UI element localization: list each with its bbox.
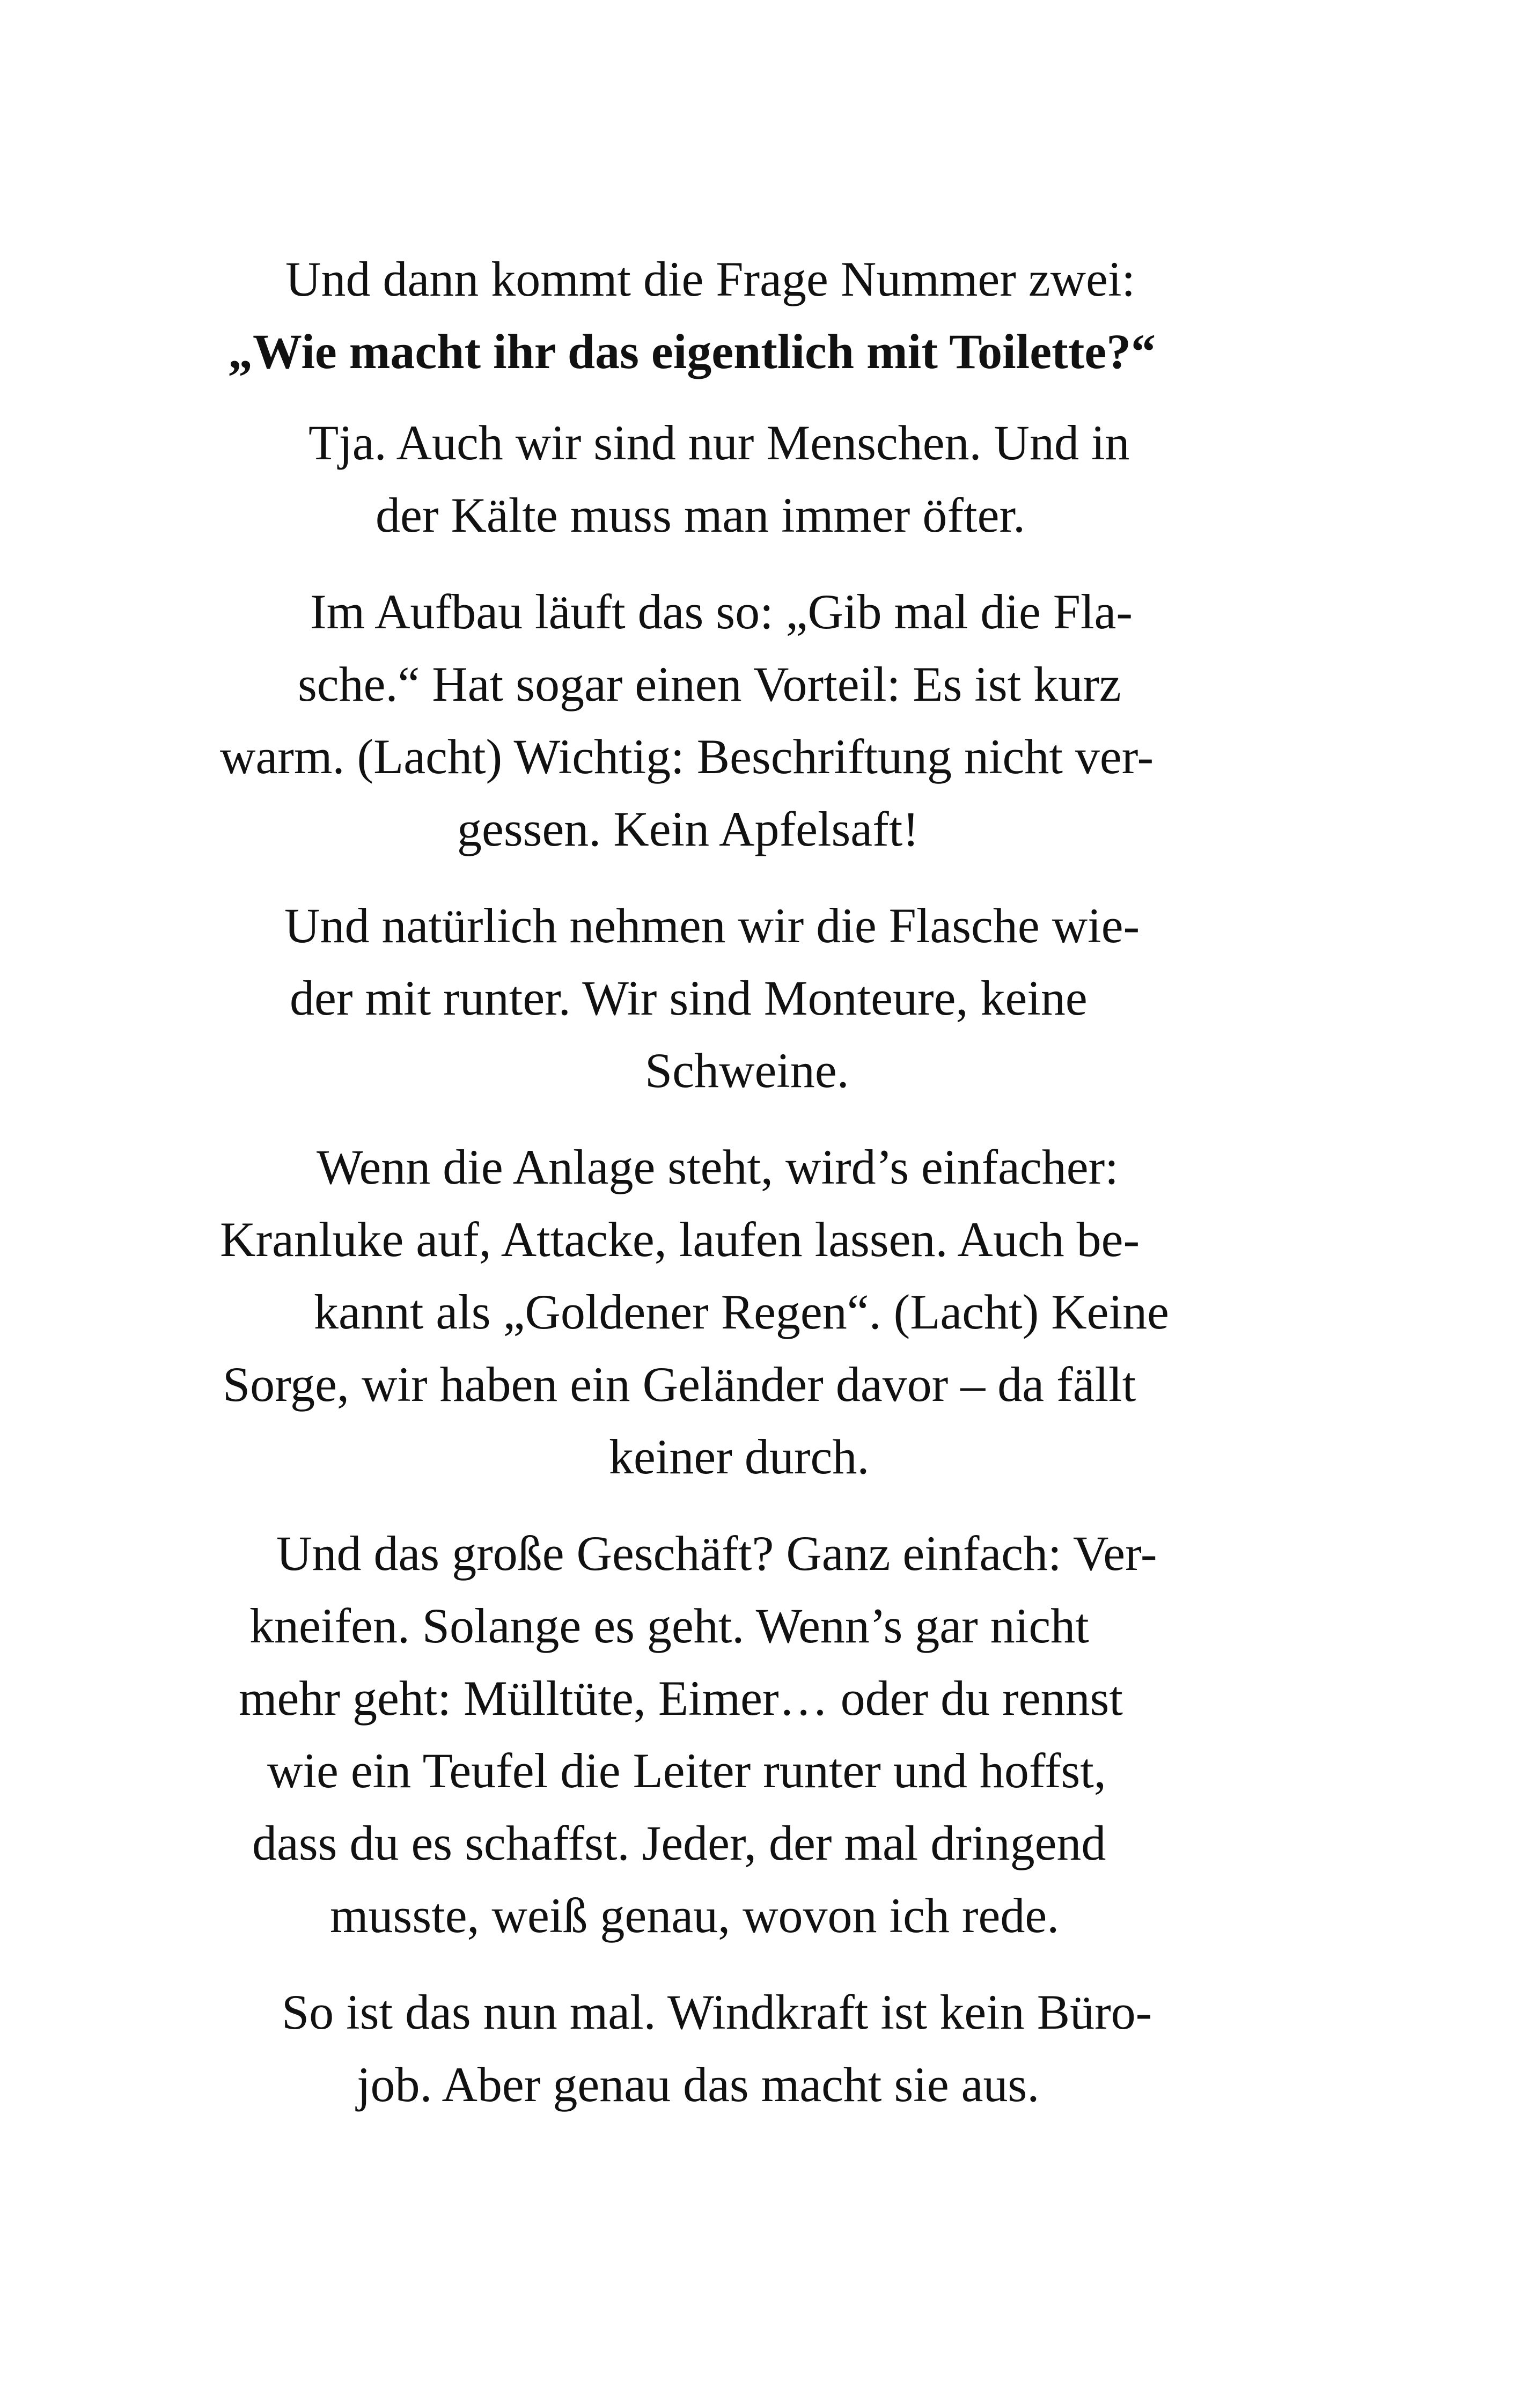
text-line: Tja. Auch wir sind nur Menschen. Und in [308, 415, 1130, 470]
text-line: kannt als „Goldener Regen“. (Lacht) Keine [314, 1284, 1169, 1339]
text-line: Wenn die Anlage steht, wird’s einfacher: [317, 1140, 1119, 1194]
text-line: So ist das nun mal. Windkraft ist kein Büro- [282, 1985, 1152, 2039]
text-line: keiner durch. [609, 1429, 870, 1484]
text-line: der Kälte muss man immer öfter. [376, 488, 1026, 542]
text-line: Kranluke auf, Attacke, laufen lassen. Auch be- [220, 1212, 1140, 1267]
text-line: der mit runter. Wir sind Monteure, keine [290, 971, 1088, 1025]
text-line: warm. (Lacht) Wichtig: Beschriftung nicht ver- [220, 729, 1154, 784]
text-line: wie ein Teufel die Leiter runter und hoffst, [267, 1743, 1106, 1798]
text-line: mehr geht: Mülltüte, Eimer… oder du rennst [239, 1671, 1123, 1726]
text-line: job. Aber genau das macht sie aus. [357, 2057, 1040, 2112]
text-line: musste, weiß genau, wovon ich rede. [330, 1888, 1060, 1943]
text-line: gessen. Kein Apfelsaft! [457, 802, 919, 856]
question-heading: „Wie macht ihr das eigentlich mit Toilette?“ [228, 324, 1156, 379]
text-line: Sorge, wir haben ein Geländer davor – da fällt [223, 1357, 1136, 1412]
text-line: Und natürlich nehmen wir die Flasche wie- [284, 898, 1140, 953]
text-line: Und dann kommt die Frage Nummer zwei: [285, 252, 1136, 306]
text-line: dass du es schaffst. Jeder, der mal dringend [252, 1816, 1106, 1870]
text-line: Und das große Geschäft? Ganz einfach: Ver- [276, 1526, 1157, 1581]
text-line: Schweine. [645, 1043, 849, 1098]
text-line: sche.“ Hat sogar einen Vorteil: Es ist kurz [298, 657, 1121, 711]
text-line: Im Aufbau läuft das so: „Gib mal die Fla- [310, 584, 1133, 639]
text-line: kneifen. Solange es geht. Wenn’s gar nicht [249, 1598, 1089, 1653]
